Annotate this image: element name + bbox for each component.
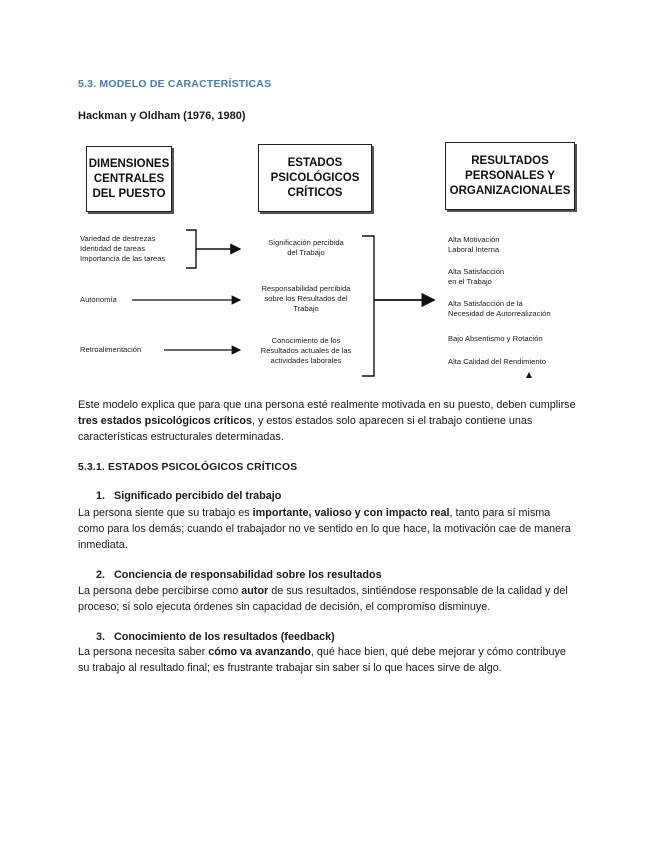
- outcome-motivacion: [448, 235, 500, 255]
- section-heading: 5.3. MODELO DE CARACTERÍSTICAS: [78, 78, 272, 90]
- outcome-line: Alta Satisfacción de la: [448, 299, 523, 308]
- intro-bold: tres estados psicológicos críticos: [78, 414, 253, 427]
- item-bold: importante, valioso y con impacto real: [252, 507, 450, 519]
- state-line: Trabajo: [293, 304, 319, 313]
- item-title-3: 3. Conocimiento de los resultados (feedback): [96, 631, 335, 643]
- intro-paragraph: [78, 398, 578, 445]
- box-resultados-line: RESULTADOS: [471, 154, 549, 167]
- intro-text: Este modelo explica que para que una persona esté realmente motivada en su puesto, deben cumplirse: [78, 399, 576, 411]
- state-line: del Trabajo: [287, 248, 325, 257]
- state-line: Conocimiento de los: [271, 336, 341, 345]
- bracket-group1: [186, 230, 196, 268]
- item-text-end: , qué hace bien, qué debe mejorar y cómo contribuye su trabajo al resultado final; es frustrante trabajar sin saber si lo que haces sirve de algo.: [78, 646, 566, 674]
- outcome-calidad: Alta Calidad del Rendimiento: [448, 357, 546, 366]
- intro-text-end: , y estos estados solo aparecen si el trabajo contiene unas características estructurales determinadas.: [78, 414, 533, 443]
- box-resultados-line: ORGANIZACIONALES: [449, 184, 571, 197]
- subsection-heading: 5.3.1. ESTADOS PSICOLÓGICOS CRÍTICOS: [78, 462, 298, 473]
- dimensions-group1: [80, 234, 165, 264]
- state-line: Responsabilidad percibida: [261, 284, 351, 293]
- item-text: La persona necesita saber: [78, 646, 209, 658]
- outcome-line: Alta Motivación: [448, 235, 500, 244]
- item-text: La persona siente que su trabajo es: [78, 507, 253, 519]
- item-text: La persona debe percibirse como: [78, 585, 242, 597]
- outcome-autorrealizacion: [448, 299, 551, 319]
- state-line: actividades laborales: [270, 356, 342, 365]
- dim-variedad: Variedad de destrezas: [80, 234, 156, 243]
- item-bold: autor: [241, 585, 269, 597]
- dim-importancia: Importancia de las tareas: [80, 254, 166, 263]
- item-paragraph-1: [78, 506, 578, 553]
- box-estados-line: ESTADOS: [287, 156, 343, 169]
- small-triangle: [526, 372, 532, 378]
- item-paragraph-2: [78, 584, 578, 616]
- item-text-end: , tanto para sí misma como para los demás; cuando el trabajador no ve sentido en lo que hace, la motivación cae de manera inmediata.: [78, 507, 571, 551]
- outcome-absentismo: Bajo Absentismo y Rotación: [448, 334, 543, 343]
- item-title-1: 1. Significado percibido del trabajo: [96, 490, 282, 502]
- item-title-2: 2. Conciencia de responsabilidad sobre los resultados: [96, 569, 382, 581]
- outcome-line: en el Trabajo: [448, 277, 492, 286]
- item-bold: cómo va avanzando: [208, 646, 311, 658]
- hackman-oldham-diagram: [78, 138, 588, 390]
- box-estados-line: CRÍTICOS: [287, 186, 343, 199]
- dim-identidad: Identidad de tareas: [80, 244, 146, 253]
- box-resultados-line: PERSONALES Y: [465, 169, 555, 182]
- box-estados-line: PSICOLÓGICOS: [270, 171, 360, 184]
- box-dimensiones-line: DIMENSIONES: [88, 157, 170, 170]
- outcome-satisfaccion: [448, 267, 504, 287]
- dim-retroalimentacion: Retroalimentación: [80, 345, 142, 354]
- state-responsabilidad: [246, 284, 366, 314]
- authors-line: Hackman y Oldham (1976, 1980): [78, 110, 246, 122]
- state-line: Significación percibida: [268, 238, 344, 247]
- item-text-end: de sus resultados, sintiéndose responsable de la calidad y del proceso; si solo ejecuta órdenes sin capacidad de decisión, el compromiso disminuye.: [78, 585, 568, 613]
- state-line: Resultados actuales de las: [260, 346, 352, 355]
- item-paragraph-3: [78, 645, 578, 677]
- state-line: sobre los Resultados del: [264, 294, 348, 303]
- outcome-line: Necesidad de Autorrealización: [448, 309, 551, 318]
- outcome-line: Alta Satisfacción: [448, 267, 505, 276]
- state-significacion: [246, 238, 366, 258]
- dim-autonomia: Autonomía: [80, 295, 117, 304]
- box-dimensiones-line: DEL PUESTO: [92, 187, 166, 200]
- box-dimensiones-line: CENTRALES: [93, 172, 165, 185]
- outcome-line: Laboral Interna: [448, 245, 500, 254]
- state-conocimiento: [246, 336, 366, 366]
